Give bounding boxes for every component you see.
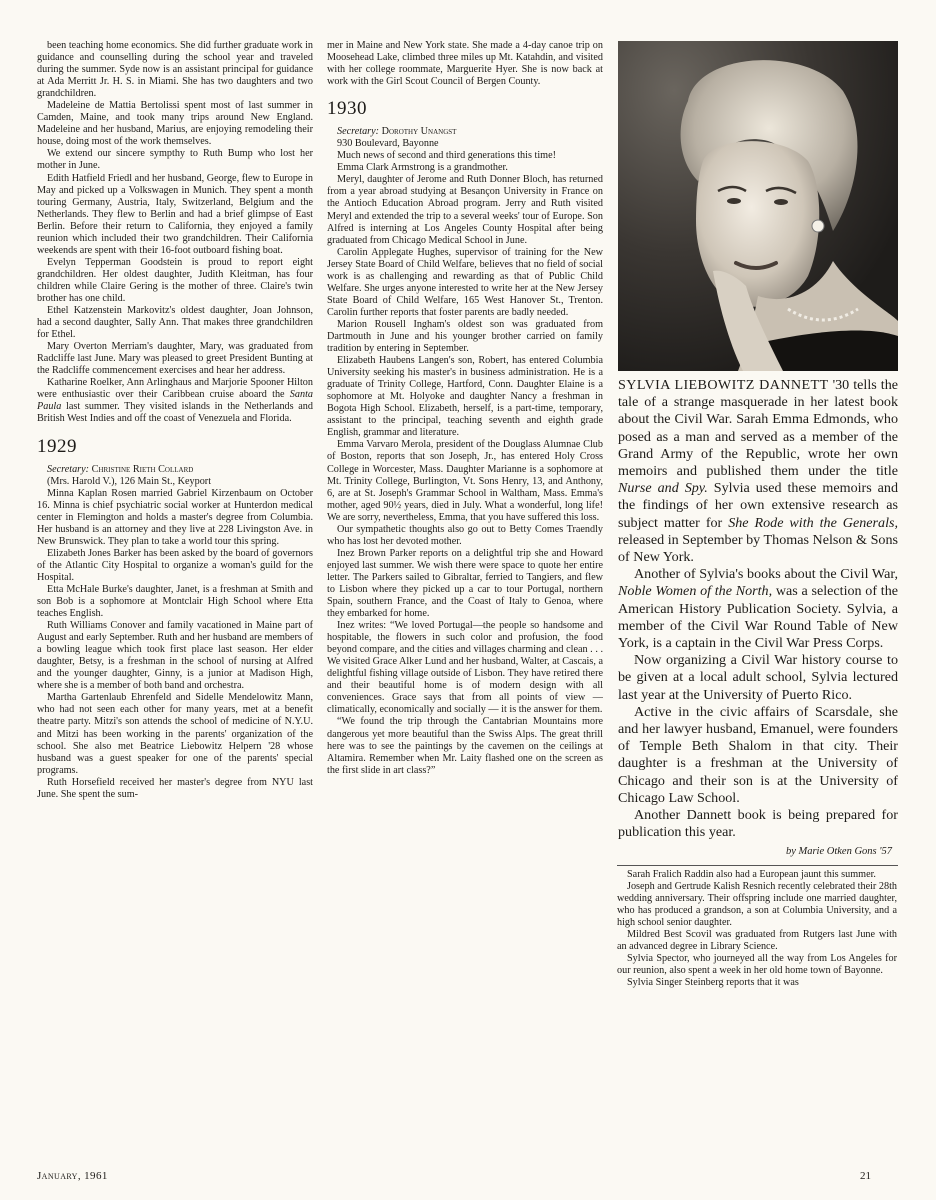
paragraph: Ethel Katzenstein Markovitz's oldest daughter, Joan Johnson, had a second daughter, Sally Ann. That makes three grandchildren for Ethel. [37, 305, 313, 341]
paragraph: Sylvia Singer Steinberg reports that it was [627, 977, 799, 989]
secretary-line [37, 464, 313, 476]
secretary-name: Christine Rieth Collard [91, 463, 194, 475]
paragraph: Madeleine de Mattia Bertolissi spent most of last summer in Camden, Maine, and took many trips around New England. Madeleine and her husband, Marius, are enjoying remodeling their house, doing most of the work themselves. [37, 100, 313, 148]
paragraph: Meryl, daughter of Jerome and Ruth Donner Bloch, has returned from a year abroad studying at Besançon University in France on the Antioch Education Abroad program. Jerry and Ruth visited Meryl and extended the trip to a several weeks' tour of Europe. Son Alfred is interning at Los Angeles County Hospital after being graduated from Chicago Medical School in June. [327, 174, 603, 246]
paragraph: Sarah Fralich Raddin also had a European jaunt this summer. [627, 869, 876, 880]
book-title: She Rode with the Generals, [728, 514, 898, 531]
secretary-label: Secretary: [337, 126, 380, 138]
paragraph: Inez writes: “We loved Portugal—the people so handsome and hospitable, the flowers in such color and profusion, the food beyond compare, and the cities and villages charming and clean . . . We visited Grace Alker Lund and her husband, Walter, at Cascais, a delightful fishing village outside of Lisbon. They have retired there and their beautiful home is of modern design with all conveniences. Grace says that from all points of view — climatically, economically and socially — it is the answer for them. [327, 620, 603, 716]
column-3-notes [617, 869, 897, 989]
feature-lead [618, 377, 898, 566]
book-title: Noble Women of the North, [618, 583, 773, 600]
paragraph: Inez Brown Parker reports on a delightful trip she and Howard enjoyed last summer. We wish there were space to quote her entire letter. The Parkers sailed to Gibraltar, ferried to Tangiers, and flew to Lisbon where they picked up a car to tour Portugal, northern Spain, southern France, and the Coast of Italy to Genoa, where they embarked for home. [327, 547, 603, 620]
byline: by Marie Otken Gons '57 [785, 846, 892, 858]
book-title: Nurse and Spy. [618, 480, 708, 497]
paragraph [37, 377, 313, 425]
page-number: 21 [860, 1170, 871, 1182]
text: Another of Sylvia's books about the Civil War, [634, 566, 898, 583]
paragraph: Mildred Best Scovil was graduated from Rutgers last June with an advanced degree in Library Science. [617, 929, 897, 953]
feature-paragraph: Another Dannett book is being prepared for publication this year. [618, 807, 898, 841]
text: was a selection of the American History Publication Society. Sylvia, a member of the Civil War Round Table of New York, is a captain in the Civil War Press Corps. [618, 583, 898, 652]
portrait-photo [618, 41, 898, 371]
paragraph: “We found the trip through the Cantabrian Mountains more dangerous yet more beautiful than the Swiss Alps. The great thrill here was to see the paintings by the cavemen on the ceilings at Altamira. Remember when Mr. Laity flashed one on the screen as the first slide in art class?” [327, 716, 603, 776]
paragraph: We extend our sincere sympthy to Ruth Bump who lost her mother in June. [37, 148, 313, 172]
secretary-label: Secretary: [47, 463, 90, 475]
paragraph: Emma Varvaro Merola, president of the Douglass Alumnae Club of Boston, reports that son Joseph, Jr., has entered Holy Cross College in Worcester, Mass. Daughter Marianne is a sophomore at Mt. Trinity College, Burlington, Vt. Sons Henry, 13, and Anthony, 6, are at St. Joseph's Grammar School in Waltham, Mass. Emma's mother, aged 90½ years, died in July. What a wonderful, long life! We are sorry, nevertheless, Emma, that you have suffered this loss. [327, 439, 603, 523]
paragraph: Etta McHale Burke's daughter, Janet, is a freshman at Smith and son Bob is a sophomore at Montclair High School where Etta teaches English. [37, 583, 313, 620]
divider [617, 865, 898, 866]
text: Sylvia used these memoirs and the findings of her own extensive research as subject matter for [618, 480, 898, 531]
ship-name: Santa Paula [37, 389, 314, 413]
secretary-address: 930 Boulevard, Bayonne [337, 138, 439, 150]
paragraph: Evelyn Tepperman Goodstein is proud to report eight grandchildren. Her oldest daughter, Judith Kleitman, has four children while Claire Gering is the mother of three. Claire's twin brother has one child. [37, 256, 313, 304]
portrait-image [618, 41, 898, 371]
paragraph: Elizabeth Haubens Langen's son, Robert, has entered Columbia University seeking his master's in business administration. He is a graduate of Trinity College, Hartford, Conn. Daughter Elaine is a sophomore at Mt. Holyoke and daughter Nancy a freshman in Bogota High School. Elizabeth, herself, is a part-time, temporary, assistant to the principal, teaching seventh and eighth grade English, grammar and literature. [327, 355, 603, 439]
class-year-heading: 1929 [37, 435, 77, 457]
paragraph: Our sympathetic thoughts also go out to Betty Comes Traendly who has lost her devoted mother. [327, 523, 603, 547]
paragraph: Minna Kaplan Rosen married Gabriel Kirzenbaum on October 16. Minna is chief psychiatric social worker at Hunterdon medical center in Flemington and holds a master's degree from Columbia. Her husband is an attorney and they live at 228 Livingston Ave. in New Brunswick. They plan to take a world tour this spring. [37, 487, 313, 547]
footer-date: January, 1961 [37, 1170, 108, 1182]
feature-name: SYLVIA LIEBOWITZ DANNETT [618, 377, 829, 393]
paragraph: Sylvia Spector, who journeyed all the way from Los Angeles for our reunion, also spent a week in her old home town of Bayonne. [617, 953, 897, 977]
text: released in September by Thomas Nelson & Sons of New York. [618, 531, 898, 566]
paragraph: Joseph and Gertrude Kalish Resnich recently celebrated their 28th wedding anniversary. Their offspring include one married daughter, who has produced a grandson, a son at Columbia University, and a high school senior daughter. [617, 881, 897, 929]
paragraph: mer in Maine and New York state. She made a 4-day canoe trip on Moosehead Lake, climbed three miles up Mt. Katahdin, and visited with her college roommate, Marguerite Hyer. She is now back at work with the Girl Scout Council of Bergen County. [327, 40, 603, 88]
column-1 [37, 40, 313, 801]
paragraph: Elizabeth Jones Barker has been asked by the board of governors of the Atlantic City Hospital to organize a woman's guild for the Hospital. [37, 547, 313, 583]
column-2 [327, 40, 603, 777]
paragraph: Martha Gartenlaub Ehrenfeld and Sidelle Mendelowitz Mann, who had not seen each other for many years, met at a benefit theatre party. Mitzi's son attends the school of medicine of N.Y.U. and Mitzi has been working in the parents' organization of the school. She also met Beatrice Liebowitz Helpern '28 whose husband was a guest speaker for one of the parents' special programs. [37, 692, 313, 776]
secretary-name: Dorothy Unangst [381, 126, 457, 138]
text: '30 tells the tale of a strange masquerade in her latest book about the Civil War. Sarah Emma Edmonds, who posed as a man and served as a member of the Grand Army of the Republic, wrote her own memoirs and published them under the title [618, 377, 898, 480]
paragraph: Ruth Williams Conover and family vacationed in Maine part of August and early September. Ruth and her husband are members of a bowling league which took first place last season. Her elder daughter, Betsy, is a freshman in the school of nursing at Alfred and the younger daughter, Ginny, is a junior at Madison High, where she is a member of both band and orchestra. [37, 620, 313, 692]
paragraph: Marion Rousell Ingham's oldest son was graduated from Dartmouth in June and his younger brother carried on family tradition by entering in September. [327, 318, 603, 355]
paragraph: been teaching home economics. She did further graduate work in guidance and counselling during the school year and traveled during the summer. Syde now is an assistant principal for guidance at Ada Merritt Jr. H. S. in Miami. She has two daughters and two grandchildren. [37, 40, 313, 100]
feature-article [618, 377, 898, 861]
text: last summer. They visited islands in the Netherlands and British West Indies and off the coast of Venezuela and Florida. [37, 401, 313, 425]
class-year-heading: 1930 [327, 98, 367, 120]
feature-paragraph: Now organizing a Civil War history course to be given at a local adult school, Sylvia lectured last year at the University of Puerto Rico. [618, 652, 898, 703]
paragraph: Emma Clark Armstrong is a grandmother. [337, 162, 508, 174]
secretary-line [327, 126, 603, 138]
paragraph: Ruth Horsefield received her master's degree from NYU last June. She spent the sum- [37, 776, 313, 800]
feature-paragraph [618, 566, 898, 652]
paragraph: Edith Hatfield Friedl and her husband, George, flew to Europe in May and picked up a Volkswagen in Munich. They spent a month touring Germany, Austria, Italy, Switzerland, Belgium and the Netherlands. They flew to Berlin and had a brief glimpse of East Berlin. Before their return to California, they enjoyed a family reunion which included their two grandchildren. Their California weekends are spent with their 16-foot outboard fishing boat. [37, 172, 313, 256]
paragraph: Mary Overton Merriam's daughter, Mary, was graduated from Radcliffe last June. Mary was pleased to greet President Bunting at the Radcliffe commencement exercises and hear her address. [37, 341, 313, 377]
feature-paragraph: Active in the civic affairs of Scarsdale, she and her lawyer husband, Emanuel, were founders of Temple Beth Shalom in that city. Their daughter is a freshman at the University of Chicago and their son is at the University of Chicago Law School. [618, 703, 898, 806]
text: Katharine Roelker, Ann Arlinghaus and Marjorie Spooner Hilton were enthusiastic over their Caribbean cruise aboard the [37, 377, 313, 401]
paragraph: Carolin Applegate Hughes, supervisor of training for the New Jersey State Board of Child Welfare, believes that no field of social work is as challenging and rewarding as that of Public Child Welfare. She urges anyone interested to write her at the New Jersey State Board of Child Welfare, 165 West Hanover St., Trenton. Carolin further reports that foster parents are badly needed. [327, 246, 603, 318]
secretary-address: (Mrs. Harold V.), 126 Main St., Keyport [47, 475, 212, 487]
paragraph: Much news of second and third generations this time! [337, 150, 556, 162]
